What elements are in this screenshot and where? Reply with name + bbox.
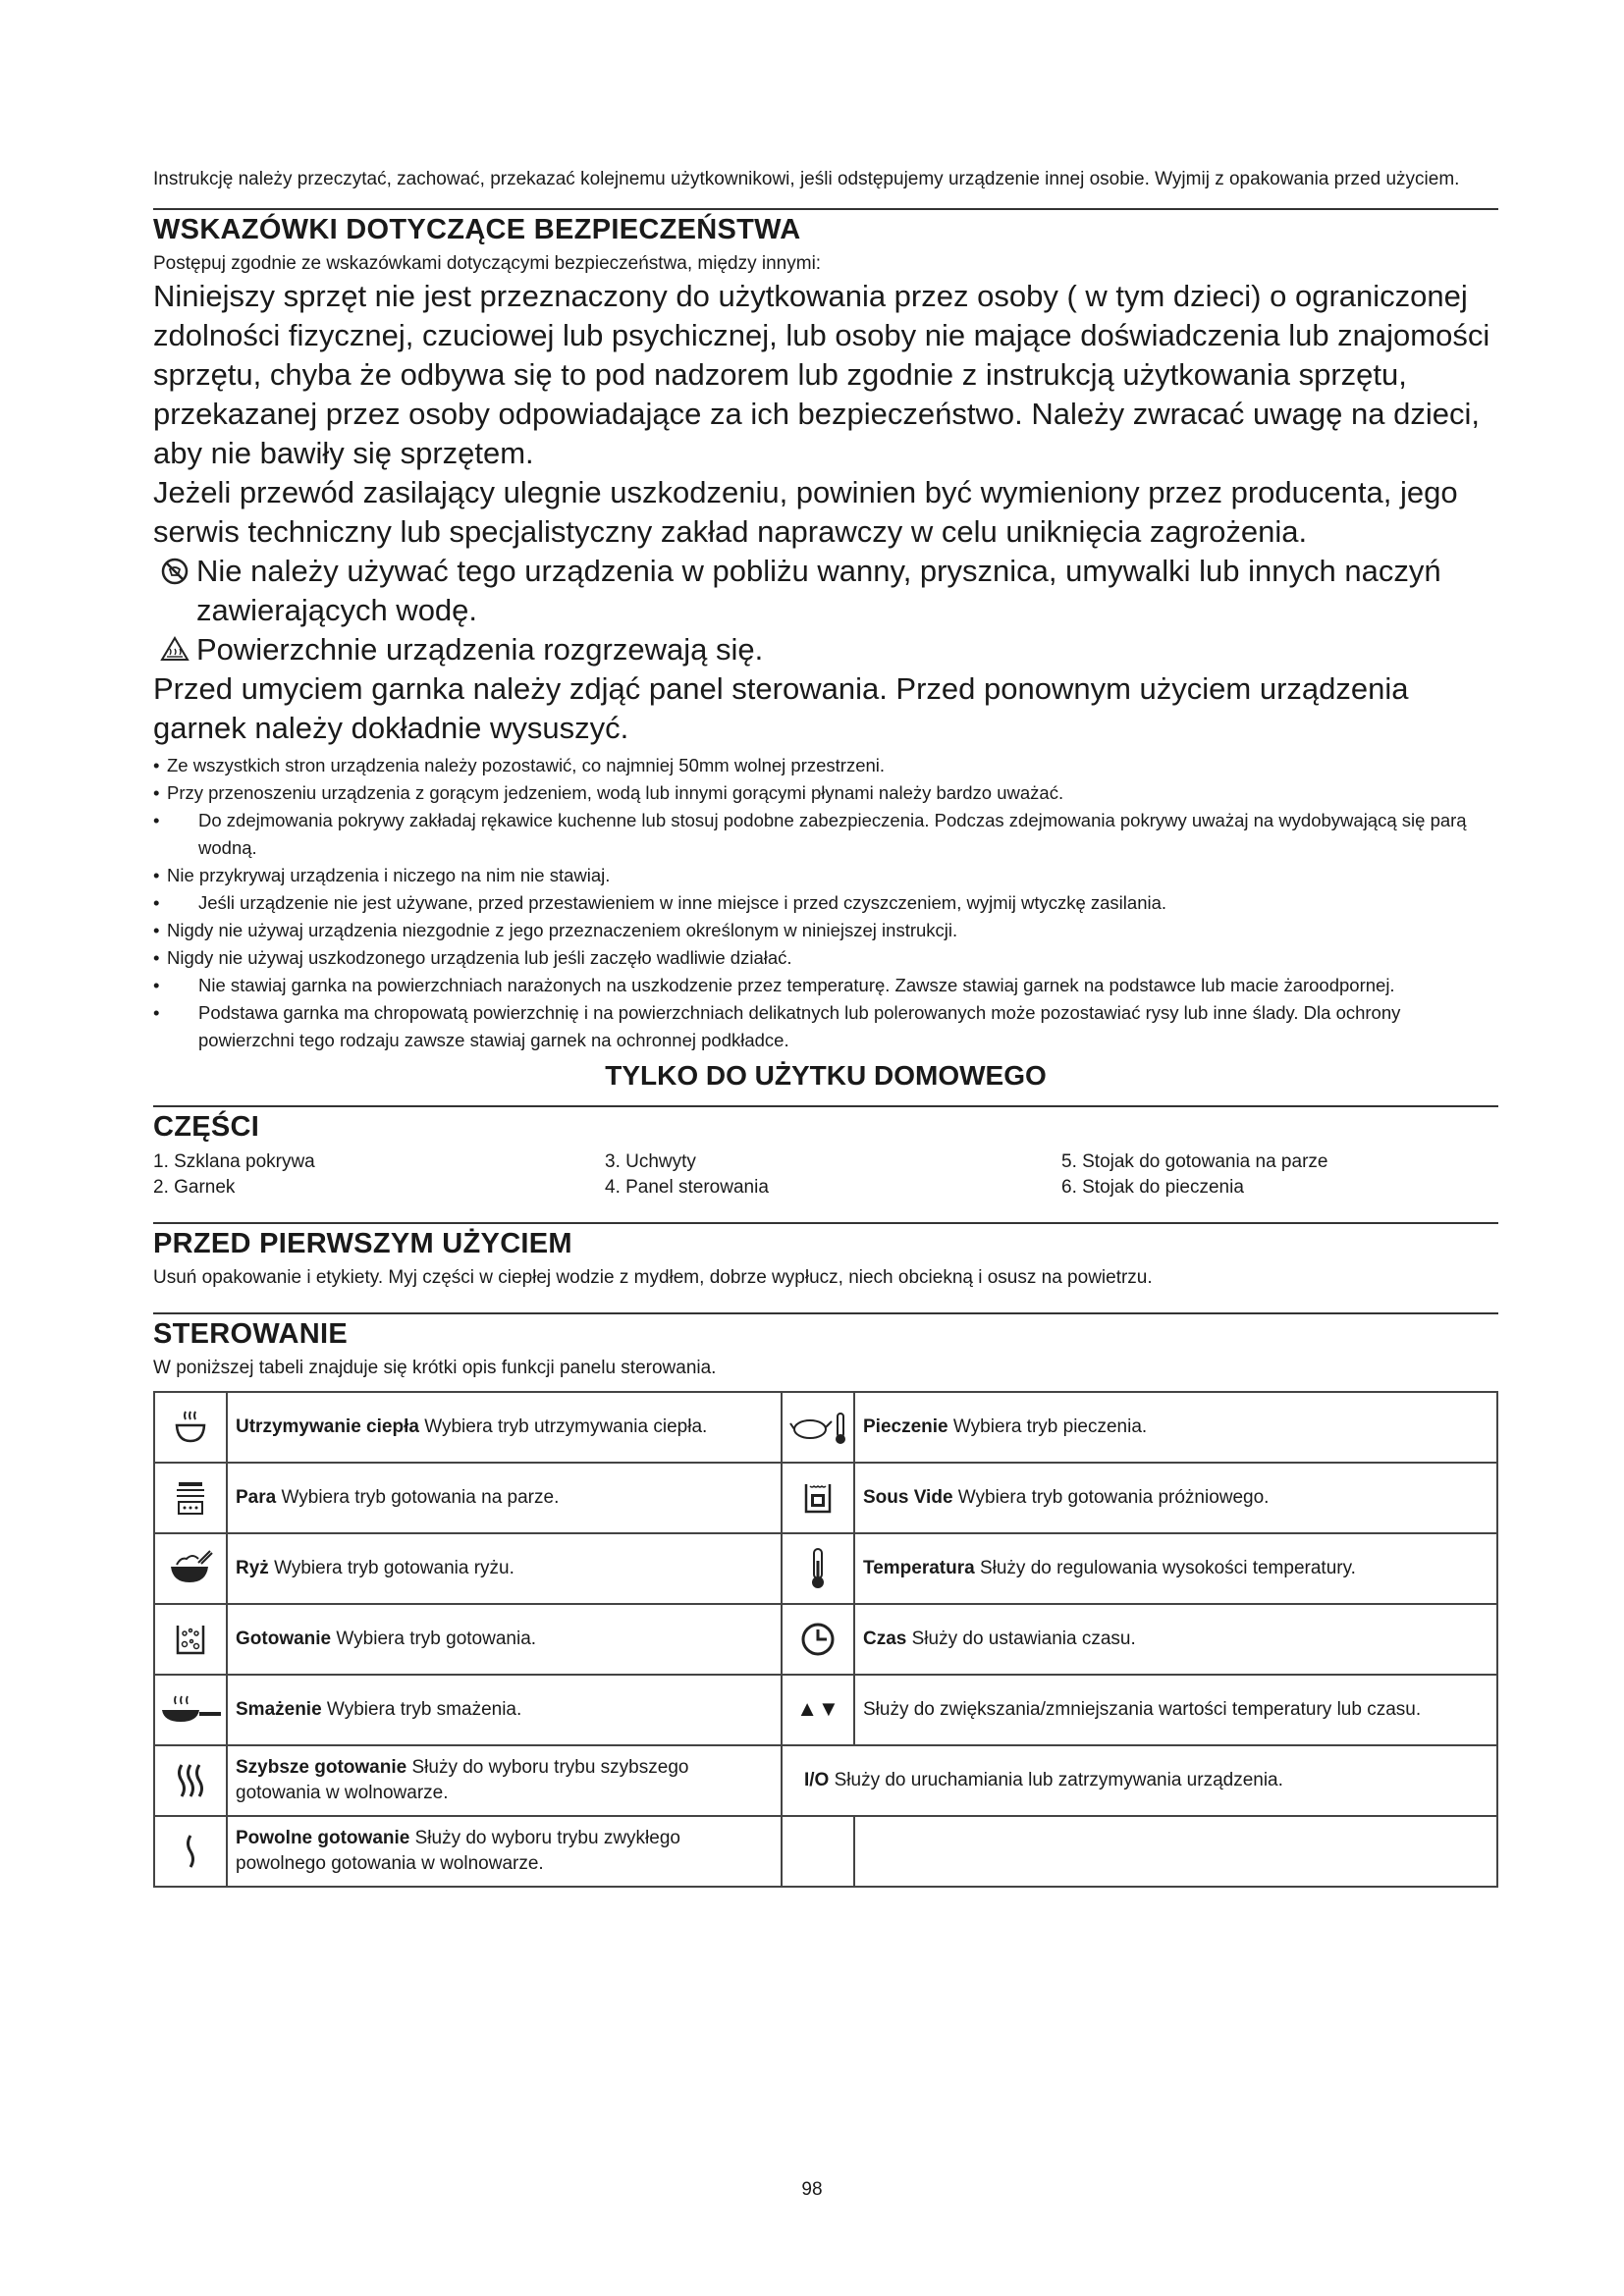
sous-vide-icon [782,1463,854,1533]
warning-water [153,552,1498,630]
warning-hot-text: Powierzchnie urządzenia rozgrzewają się. [196,632,764,667]
part-item: 5. Stojak do gotowania na parze [1061,1151,1328,1172]
page-number: 98 [801,2179,823,2200]
divider [153,208,1498,210]
intro-text: Instrukcję należy przeczytać, zachować, przekazać kolejnemu użytkownikowi, jeśli odstępujemy urządzenie innej osobie. Wyjmij z opakowania przed użyciem. [153,169,1460,189]
table-cell: Temperatura Służy do regulowania wysokości temperatury. [854,1533,1497,1604]
safety-para-2: Jeżeli przewód zasilający ulegnie uszkodzeniu, powinien być wymieniony przez producenta, jego serwis techniczny lub specjalistyczny zakład naprawczy w celu uniknięcia zagrożenia. [153,475,1458,549]
warning-water-text: Nie należy używać tego urządzenia w pobliżu wanny, prysznica, umywalki lub innych naczyń zawierających wodę. [196,554,1441,627]
part-item: 3. Uchwyty [605,1151,696,1172]
list-item: • Do zdejmowania pokrywy zakładaj rękawice kuchenne lub stosuj podobne zabezpieczenia. Podczas zdejmowania pokrywy uważaj na wydobywającą się parą wodną. [153,807,1498,862]
table-cell: Smażenie Wybiera tryb smażenia. [227,1675,782,1745]
power-row-cell: I/O Służy do uruchamiania lub zatrzymywania urządzenia. [782,1745,1497,1816]
divider [153,1222,1498,1224]
table-cell: Gotowanie Wybiera tryb gotowania. [227,1604,782,1675]
table-row [154,1463,1497,1533]
warning-hot [153,630,1498,669]
list-item: • Ze wszystkich stron urządzenia należy pozostawić, co najmniej 50mm wolnej przestrzeni. [153,752,1498,779]
table-cell: Służy do zwiększania/zmniejszania wartości temperatury lub czasu. [854,1675,1497,1745]
hot-surface-icon [153,630,196,662]
empty-cell [854,1816,1497,1887]
thermometer-icon [782,1533,854,1604]
first-use-title: PRZED PIERWSZYM UŻYCIEM [153,1228,572,1259]
table-row [154,1604,1497,1675]
divider [153,1312,1498,1314]
controls-title: STEROWANIE [153,1318,348,1350]
safety-title: WSKAZÓWKI DOTYCZĄCE BEZPIECZEŃSTWA [153,214,801,245]
table-row [154,1675,1497,1745]
part-item: 6. Stojak do pieczenia [1061,1177,1244,1198]
steam-icon [154,1463,227,1533]
no-water-icon [153,552,196,585]
table-cell: Ryż Wybiera tryb gotowania ryżu. [227,1533,782,1604]
part-item: 2. Garnek [153,1177,236,1198]
keep-warm-icon [154,1392,227,1463]
table-row [154,1392,1497,1463]
up-down-arrows-icon: ▲▼ [782,1675,854,1745]
rice-icon [154,1533,227,1604]
first-use-text: Usuń opakowanie i etykiety. Myj części w ciepłej wodzie z mydłem, dobrze wypłucz, niech obciekną i osusz na powietrzu. [153,1267,1153,1288]
list-item: • Nie przykrywaj urządzenia i niczego na nim nie stawiaj. [153,862,1498,889]
table-cell: Pieczenie Wybiera tryb pieczenia. [854,1392,1497,1463]
parts-title: CZĘŚCI [153,1111,260,1143]
safety-subtitle: Postępuj zgodnie ze wskazówkami dotyczącymi bezpieczeństwa, między innymi: [153,253,822,274]
clock-icon [782,1604,854,1675]
table-row [154,1745,1497,1816]
list-item: • Nigdy nie używaj uszkodzonego urządzenia lub jeśli zaczęło wadliwie działać. [153,944,1498,972]
list-item: • Nie stawiaj garnka na powierzchniach narażonych na uszkodzenie przez temperaturę. Zawsze stawiaj garnek na podstawce lub macie żaroodpornej. [153,972,1498,999]
table-cell: Sous Vide Wybiera tryb gotowania próżniowego. [854,1463,1497,1533]
controls-table [153,1391,1498,1888]
power-icon: I/O [804,1770,830,1790]
fry-icon [154,1675,227,1745]
list-item: • Podstawa garnka ma chropowatą powierzchnię i na powierzchniach delikatnych lub polerowanych może pozostawiać rysy lub inne ślady. Dla ochrony powierzchni tego rodzaju zawsze stawiaj garnek na ochronnej podkładce. [153,999,1498,1054]
fast-cook-icon [154,1745,227,1816]
list-item: • Jeśli urządzenie nie jest używane, przed przestawieniem w inne miejsce i przed czyszczeniem, wyjmij wtyczkę zasilania. [153,889,1498,917]
part-item: 1. Szklana pokrywa [153,1151,315,1172]
safety-para-3: Przed umyciem garnka należy zdjąć panel sterowania. Przed ponownym użyciem urządzenia garnek należy dokładnie wysuszyć. [153,671,1409,745]
household-use-heading: TYLKO DO UŻYTKU DOMOWEGO [605,1060,1047,1091]
list-item: • Nigdy nie używaj urządzenia niezgodnie z jego przeznaczeniem określonym w niniejszej instrukcji. [153,917,1498,944]
table-cell: Utrzymywanie ciepła Wybiera tryb utrzymywania ciepła. [227,1392,782,1463]
table-row [154,1816,1497,1887]
boil-icon [154,1604,227,1675]
table-cell: Powolne gotowanie Służy do wyboru trybu zwykłego powolnego gotowania w wolnowarze. [227,1816,782,1887]
table-cell: Para Wybiera tryb gotowania na parze. [227,1463,782,1533]
table-cell: Czas Służy do ustawiania czasu. [854,1604,1497,1675]
divider [153,1105,1498,1107]
safety-bullets [153,752,1498,1054]
roast-icon [782,1392,854,1463]
controls-intro: W poniższej tabeli znajduje się krótki opis funkcji panelu sterowania. [153,1358,717,1378]
slow-cook-icon [154,1816,227,1887]
part-item: 4. Panel sterowania [605,1177,769,1198]
table-row [154,1533,1497,1604]
table-cell: Szybsze gotowanie Służy do wyboru trybu szybszego gotowania w wolnowarze. [227,1745,782,1816]
empty-cell [782,1816,854,1887]
list-item: • Przy przenoszeniu urządzenia z gorącym jedzeniem, wodą lub innymi gorącymi płynami należy bardzo uważać. [153,779,1498,807]
parts-list [153,1149,1498,1201]
document-page [153,165,1498,1888]
safety-para-1: Niniejszy sprzęt nie jest przeznaczony do użytkowania przez osoby ( w tym dzieci) o ograniczonej zdolności fizycznej, czuciowej lub psychicznej, lub osoby nie mające doświadczenia lub znajomości sprzętu, chyba że odbywa się to pod nadzorem lub zgodnie z instrukcją użytkowania sprzętu, przekazanej przez osoby odpowiadające za ich bezpieczeństwo. Należy zwracać uwagę na dzieci, aby nie bawiły się sprzętem. [153,279,1490,470]
